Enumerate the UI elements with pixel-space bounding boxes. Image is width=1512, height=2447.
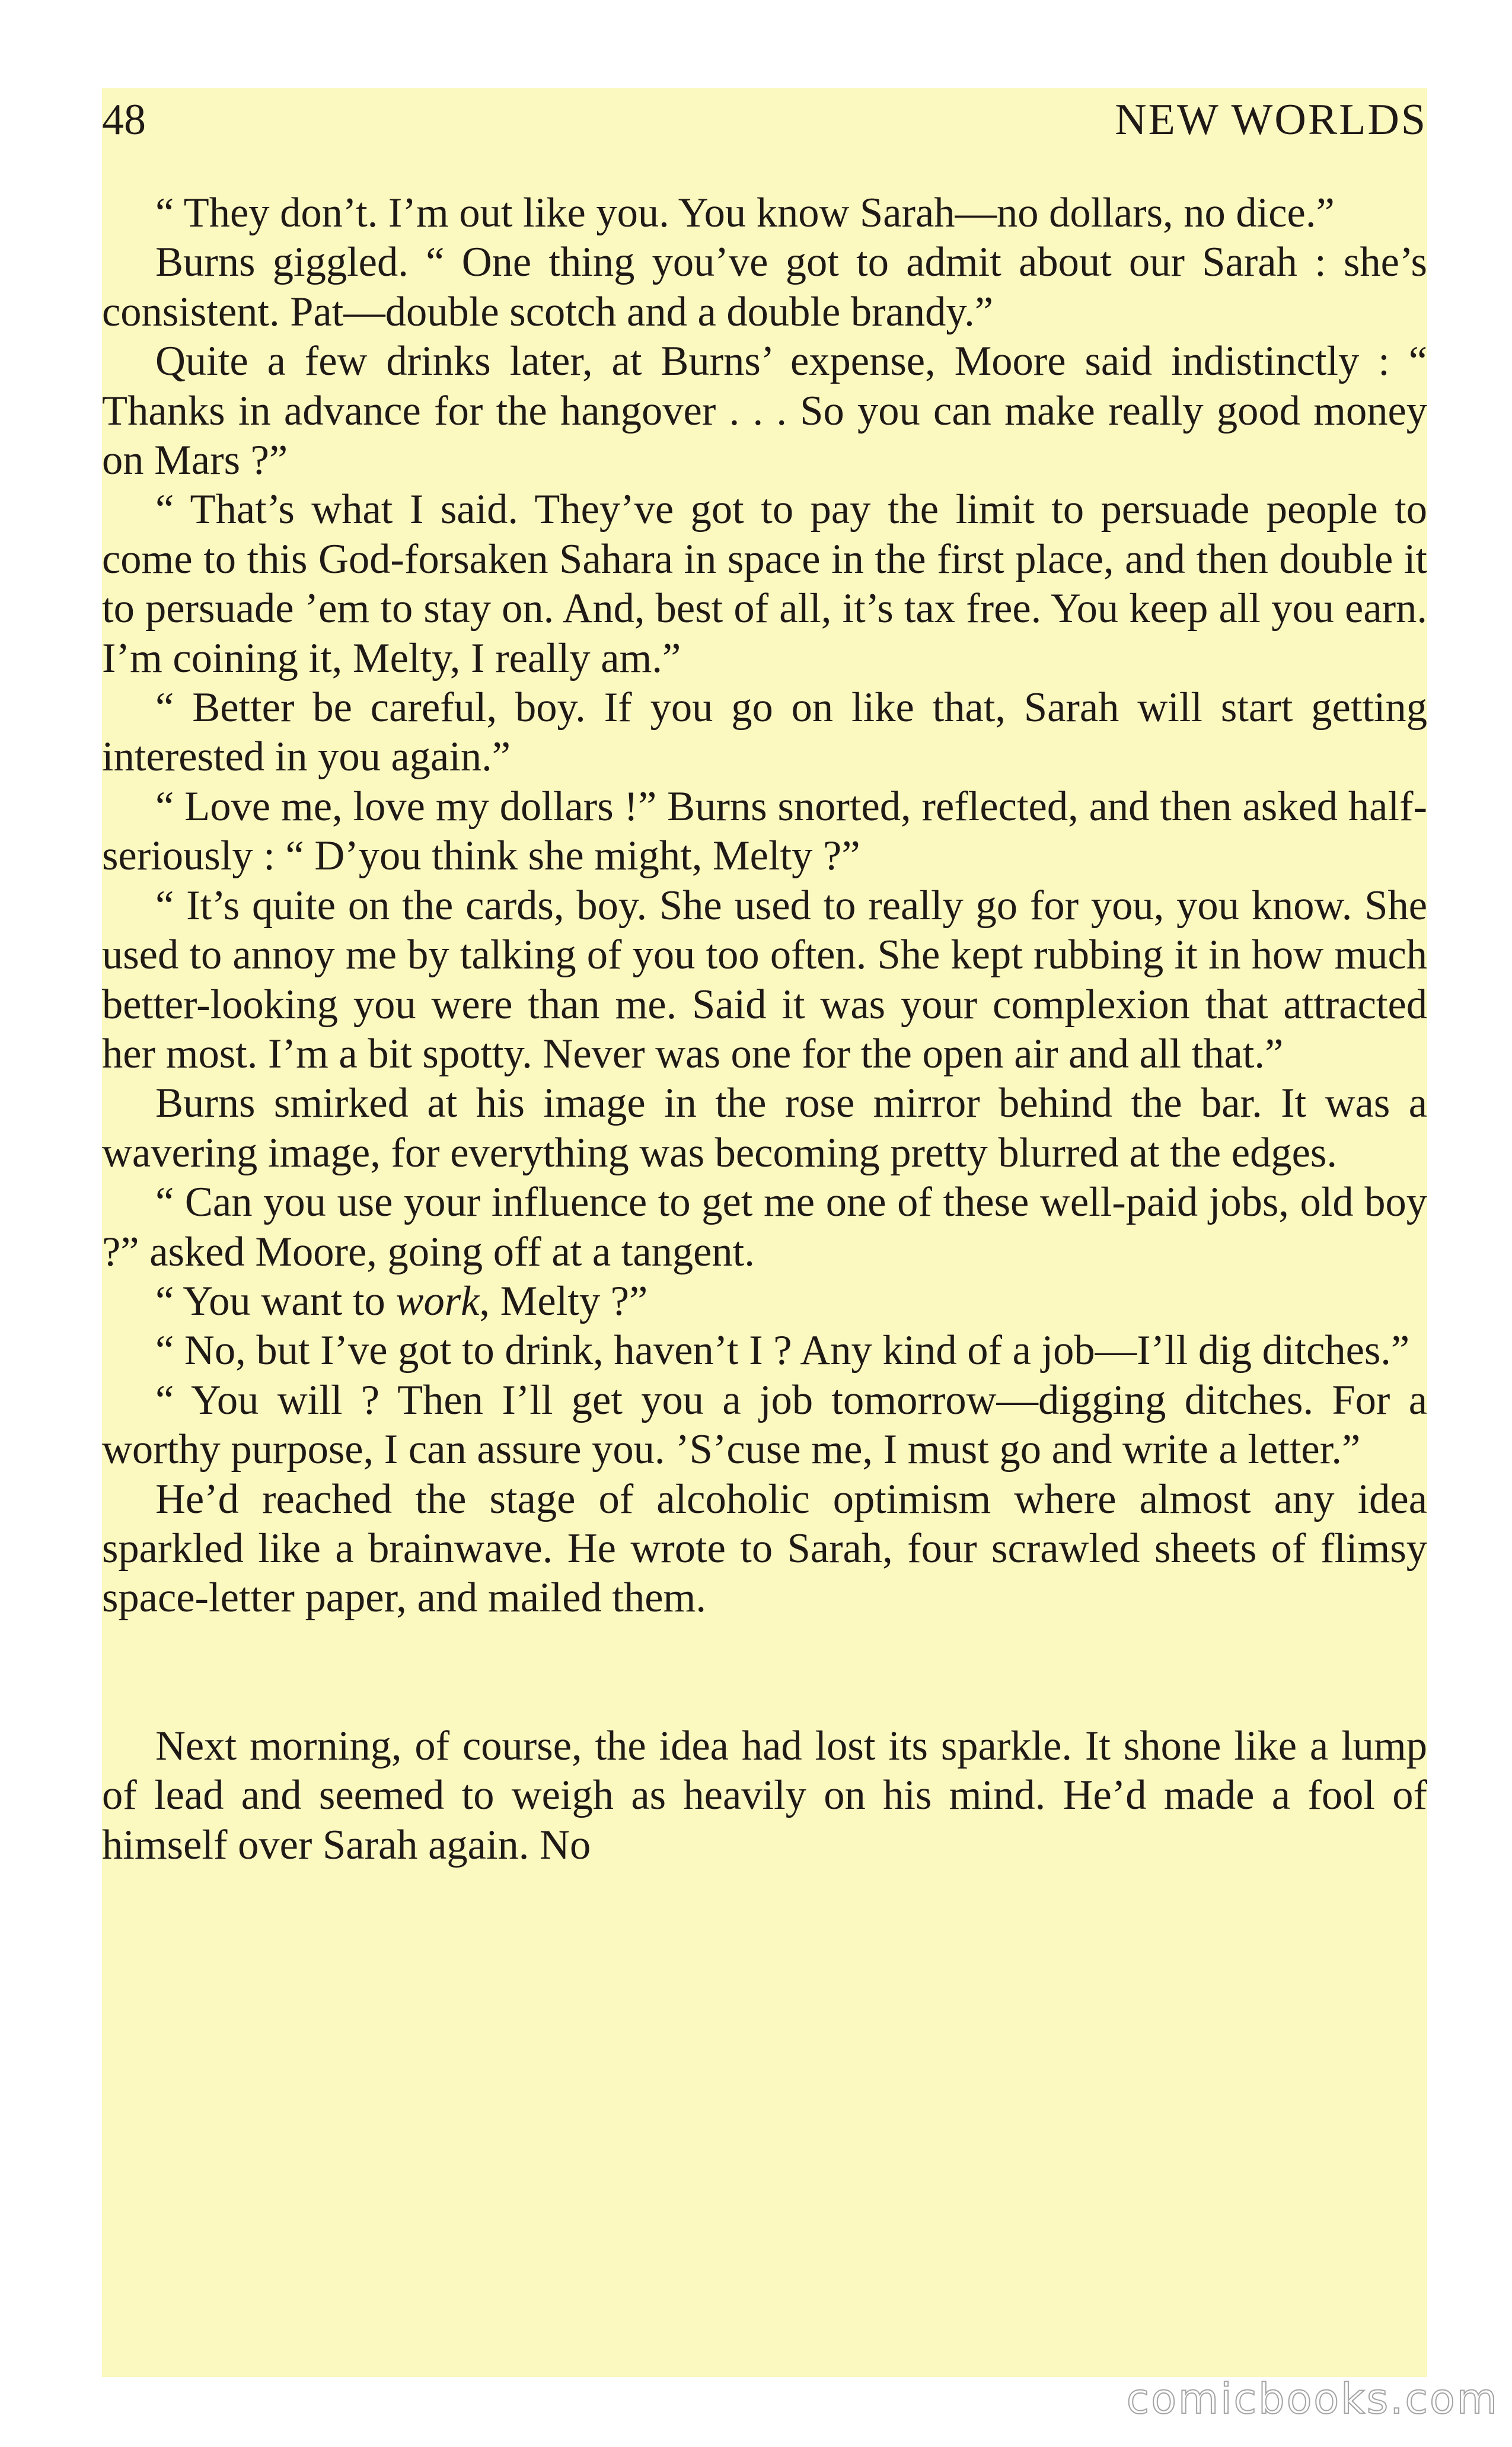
paragraph: “ Better be careful, boy. If you go on like that, Sarah will start getting interested in you again.”: [102, 684, 1427, 780]
book-page: [102, 88, 1427, 2377]
paragraph: “ It’s quite on the cards, boy. She used to really go for you, you know. She used to annoy me by talking of you too often. She kept rubbing it in how much better-looking you were than me. Said it was your complexion that attracted her most. I’m a bit spotty. Never was one for the open air and all that.”: [102, 882, 1427, 1077]
paragraph-text: , Melty ?”: [479, 1277, 648, 1324]
running-title: NEW WORLDS: [1115, 95, 1427, 144]
emphasized-word: work: [395, 1277, 480, 1324]
paragraph-text: “ You want to: [155, 1277, 396, 1324]
paragraph: “ That’s what I said. They’ve got to pay the limit to persuade people to come to this God-forsaken Sahara in space in the first place, and then double it to persuade ’em to stay on. And, best of all, it’s tax free. You keep all you earn. I’m coining it, Melty, I really am.”: [102, 486, 1427, 681]
section-break-paragraph: Next morning, of course, the idea had lost its sparkle. It shone like a lump of lead and seemed to weigh as heavily on his mind. He’d made a fool of himself over Sarah again. No: [102, 1722, 1427, 1868]
paragraph: Burns giggled. “ One thing you’ve got to admit about our Sarah : she’s consistent. Pat—double scotch and a double brandy.”: [102, 239, 1427, 335]
paragraph: “ Love me, love my dollars !” Burns snorted, reflected, and then asked half-seriously : “ D’you think she might, Melty ?”: [102, 783, 1427, 880]
paragraph: “ No, but I’ve got to drink, haven’t I ? Any kind of a job—I’ll dig ditches.”: [155, 1327, 1410, 1374]
story-text: [102, 189, 1427, 1870]
watermark: comicbooks.com: [1126, 2375, 1499, 2423]
paragraph: “ Can you use your influence to get me one of these well-paid jobs, old boy ?” asked Moore, going off at a tangent.: [102, 1179, 1427, 1275]
paragraph: [102, 1277, 1427, 1326]
paragraph: Burns smirked at his image in the rose mirror behind the bar. It was a wavering image, for everything was becoming pretty blurred at the edges.: [102, 1080, 1427, 1176]
paragraph: “ You will ? Then I’ll get you a job tomorrow—digging ditches. For a worthy purpose, I can assure you. ’S’cuse me, I must go and write a letter.”: [102, 1377, 1427, 1473]
page-number: 48: [102, 95, 146, 144]
paragraph: Quite a few drinks later, at Burns’ expense, Moore said indistinctly : “ Thanks in advance for the hangover . . . So you can make really good money on Mars ?”: [102, 338, 1427, 484]
paragraph: “ They don’t. I’m out like you. You know Sarah—no dollars, no dice.”: [155, 190, 1335, 236]
paragraph: He’d reached the stage of alcoholic optimism where almost any idea sparkled like a brainwave. He wrote to Sarah, four scrawled sheets of flimsy space-letter paper, and mailed them.: [102, 1476, 1427, 1621]
page-header: [102, 88, 1427, 153]
